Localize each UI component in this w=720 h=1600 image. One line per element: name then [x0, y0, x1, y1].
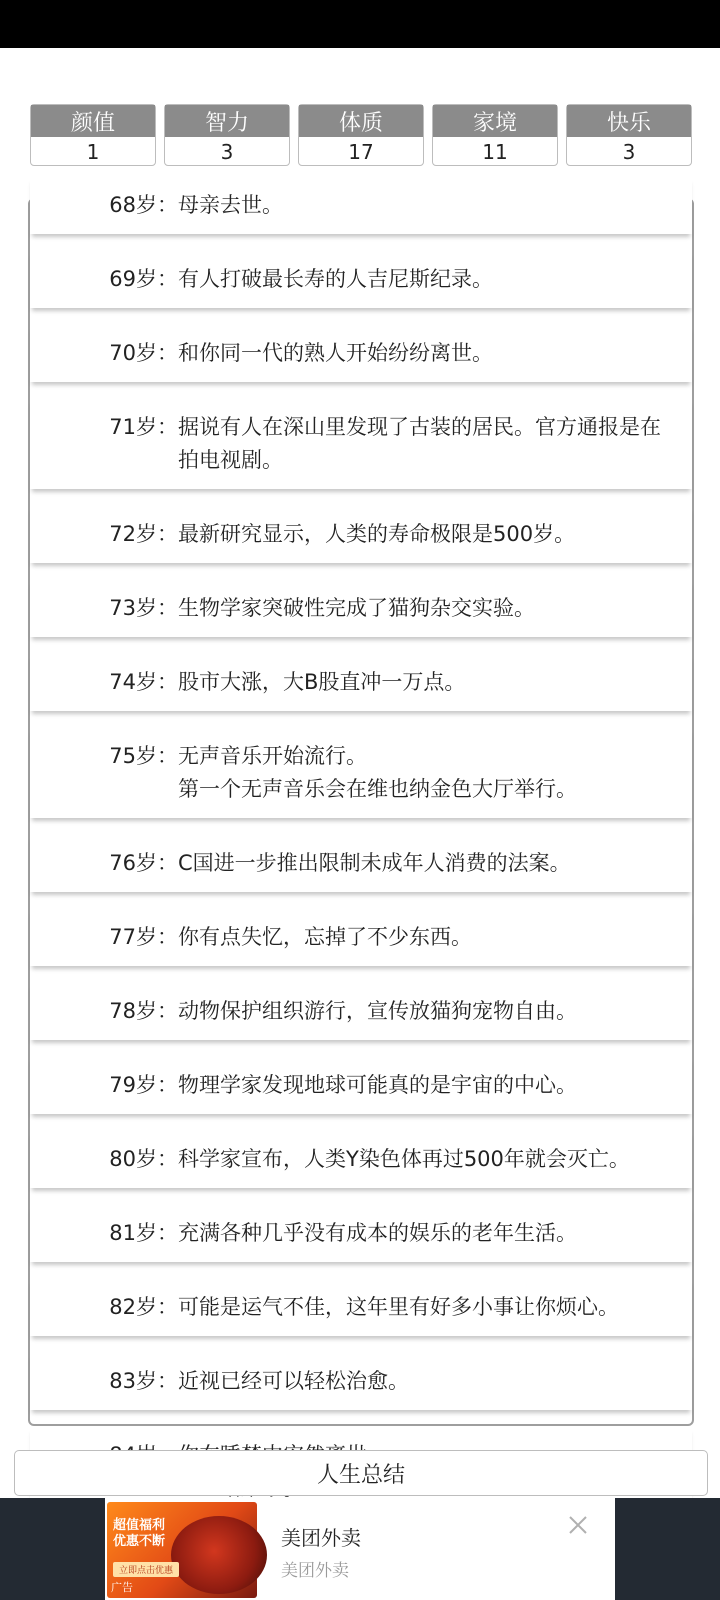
ad-subtitle: 美团外卖 — [281, 1561, 349, 1581]
ad-card[interactable] — [105, 1498, 615, 1600]
log-entry — [30, 1352, 692, 1410]
status-bar — [0, 0, 720, 48]
stat-label: 家境 — [433, 105, 557, 137]
attribute-stats — [30, 104, 692, 166]
stat-value: 1 — [86, 140, 100, 164]
stat-happiness — [566, 104, 692, 166]
stat-label: 颜值 — [31, 105, 155, 137]
ad-image[interactable] — [107, 1502, 257, 1598]
stat-label: 快乐 — [567, 105, 691, 137]
entry-age: 82岁： — [109, 1295, 178, 1319]
log-entry — [30, 1204, 692, 1262]
ad-badge: 广告 — [111, 1581, 133, 1594]
entry-text: 和你同一代的熟人开始纷纷离世。 — [178, 341, 493, 365]
entry-text: 你有点失忆，忘掉了不少东西。 — [178, 925, 472, 949]
log-entry — [30, 176, 692, 234]
log-entry — [30, 834, 692, 892]
entry-age: 76岁： — [109, 851, 178, 875]
entry-text: 充满各种几乎没有成本的娱乐的老年生活。 — [178, 1221, 577, 1245]
ad-image-cta: 立即点击优惠 — [113, 1562, 179, 1577]
close-icon[interactable] — [565, 1512, 591, 1538]
entry-age: 83岁： — [109, 1369, 178, 1393]
stat-family — [432, 104, 558, 166]
log-entry — [30, 1056, 692, 1114]
entry-age: 78岁： — [109, 999, 178, 1023]
entry-age: 68岁： — [109, 193, 178, 217]
log-entry — [30, 250, 692, 308]
entry-text: 最新研究显示，人类的寿命极限是500岁。 — [178, 522, 576, 546]
stat-label: 体质 — [299, 105, 423, 137]
crayfish-dish-image — [171, 1516, 267, 1594]
entry-age: 73岁： — [109, 596, 178, 620]
entry-text: 母亲去世。 — [178, 193, 283, 217]
entry-text: 近视已经可以轻松治愈。 — [178, 1369, 409, 1393]
entry-age: 79岁： — [109, 1073, 178, 1097]
ad-banner — [0, 1498, 720, 1600]
entry-age: 72岁： — [109, 522, 178, 546]
log-entry — [30, 1278, 692, 1336]
stat-value: 3 — [622, 140, 636, 164]
entry-age: 81岁： — [109, 1221, 178, 1245]
stat-appearance — [30, 104, 156, 166]
stat-constitution — [298, 104, 424, 166]
entry-text: 股市大涨，大B股直冲一万点。 — [178, 670, 466, 694]
entry-text: 可能是运气不佳，这年里有好多小事让你烦心。 — [178, 1295, 619, 1319]
entry-text: 据说有人在深山里发现了古装的居民。官方通报是在拍电视剧。 — [178, 415, 661, 472]
log-entry — [30, 505, 692, 563]
entry-age: 75岁： — [109, 744, 178, 768]
entry-text: 生物学家突破性完成了猫狗杂交实验。 — [178, 596, 535, 620]
entry-text: C国进一步推出限制未成年人消费的法案。 — [178, 851, 571, 875]
stat-value: 11 — [482, 140, 508, 164]
log-entry — [30, 398, 692, 489]
stat-value: 3 — [220, 140, 234, 164]
entry-age: 71岁： — [109, 415, 178, 439]
entry-age: 80岁： — [109, 1147, 178, 1171]
ad-title: 美团外卖 — [281, 1526, 361, 1550]
log-entry — [30, 908, 692, 966]
entry-text: 物理学家发现地球可能真的是宇宙的中心。 — [178, 1073, 577, 1097]
entry-text: 科学家宣布，人类Y染色体再过500年就会灭亡。 — [178, 1147, 630, 1171]
stat-value: 17 — [348, 140, 374, 164]
entry-text: 无声音乐开始流行。 第一个无声音乐会在维也纳金色大厅举行。 — [178, 744, 577, 801]
entry-text: 动物保护组织游行，宣传放猫狗宠物自由。 — [178, 999, 577, 1023]
ad-image-tagline: 超值福利 优惠不断 — [113, 1518, 166, 1549]
log-entry — [30, 324, 692, 382]
entry-age: 74岁： — [109, 670, 178, 694]
log-entry — [30, 579, 692, 637]
life-event-list — [30, 176, 692, 1533]
log-entry — [30, 727, 692, 818]
life-event-log[interactable] — [28, 193, 694, 1426]
life-summary-button[interactable]: 人生总结 — [14, 1450, 708, 1496]
entry-text: 有人打破最长寿的人吉尼斯纪录。 — [178, 267, 493, 291]
log-entry — [30, 982, 692, 1040]
entry-age: 69岁： — [109, 267, 178, 291]
stat-label: 智力 — [165, 105, 289, 137]
log-entry — [30, 653, 692, 711]
entry-age: 77岁： — [109, 925, 178, 949]
stat-intelligence — [164, 104, 290, 166]
entry-age: 70岁： — [109, 341, 178, 365]
log-entry — [30, 1130, 692, 1188]
